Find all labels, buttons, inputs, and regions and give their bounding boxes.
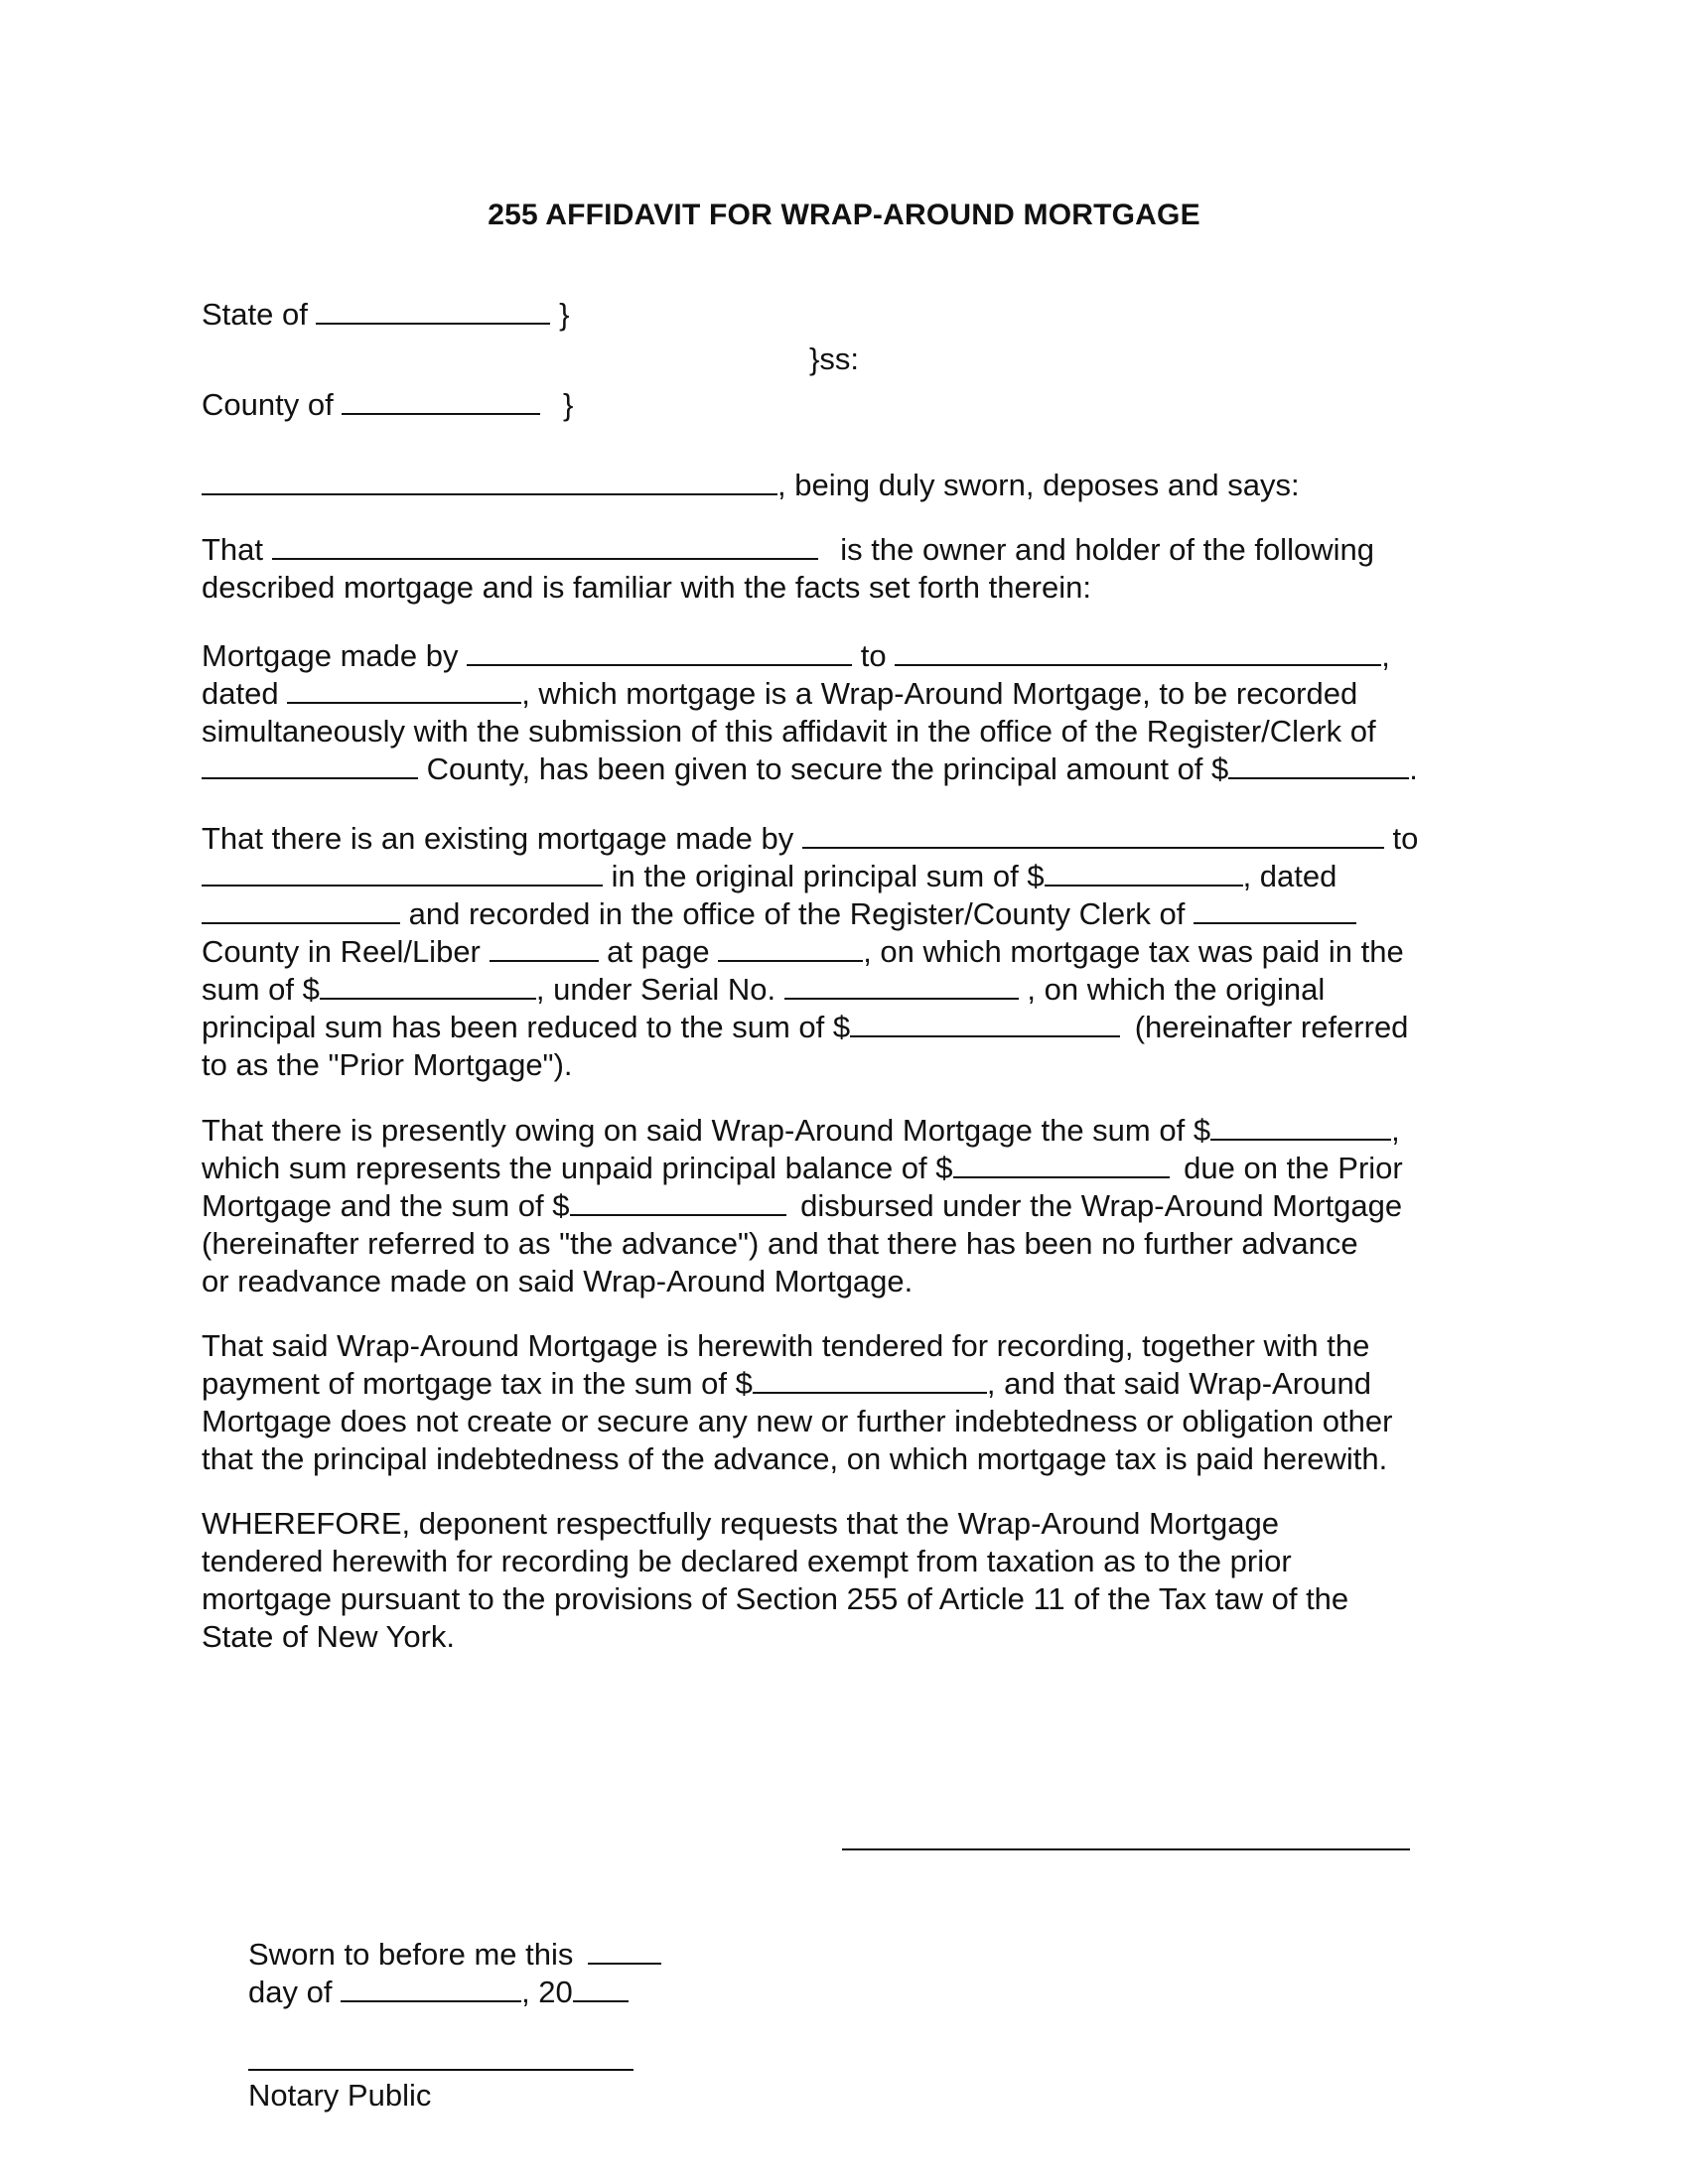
p4-text: , <box>1391 1113 1400 1148</box>
p4-line-5: or readvance made on said Wrap-Around Mortgage. <box>202 1264 914 1298</box>
p3-text: (hereinafter referred <box>1134 1010 1409 1044</box>
jurat-text: , 20 <box>521 1975 573 2009</box>
paragraph-mortgage-made <box>202 637 1492 788</box>
p3-text: in the original principal sum of $ <box>611 859 1045 893</box>
jurat-year-blank[interactable] <box>573 1975 629 2002</box>
p3-text: and recorded in the office of the Register/County Clerk of <box>408 896 1186 931</box>
p2-line-4 <box>202 751 1492 788</box>
jurat-line-1 <box>248 1936 661 1974</box>
p1-line-2: described mortgage and is familiar with the facts set forth therein: <box>202 570 1091 605</box>
state-brace: } <box>559 297 570 332</box>
p2-text: , which mortgage is a Wrap-Around Mortgage, to be recorded <box>521 676 1358 711</box>
p4-text: That there is presently owing on said Wrap-Around Mortgage the sum of $ <box>202 1113 1211 1148</box>
mortgagor-blank[interactable] <box>467 638 852 666</box>
p2-text: County, has been given to secure the principal amount of $ <box>426 751 1229 786</box>
state-label: State of <box>202 297 308 332</box>
paragraph-wherefore <box>202 1505 1492 1656</box>
p3-text: County in Reel/Liber <box>202 934 481 969</box>
p3-text: , on which the original <box>1027 972 1326 1007</box>
p4-text: which sum represents the unpaid principal balance of $ <box>202 1151 953 1185</box>
deponent-line <box>202 467 1300 504</box>
paragraph-presently-owing <box>202 1112 1492 1300</box>
p4-text: disbursed under the Wrap-Around Mortgage <box>800 1188 1403 1223</box>
existing-date-blank[interactable] <box>202 896 400 924</box>
p3-text: , on which mortgage tax was paid in the <box>863 934 1404 969</box>
paragraph-tendered <box>202 1327 1492 1478</box>
p3-line-4 <box>202 933 1492 971</box>
p3-text: at page <box>607 934 710 969</box>
p2-line-3: simultaneously with the submission of this affidavit in the office of the Register/Clerk of <box>202 714 1376 749</box>
p2-line-1 <box>202 637 1492 675</box>
reduced-sum-blank[interactable] <box>850 1010 1120 1037</box>
p4-line-3 <box>202 1187 1492 1225</box>
p3-text: principal sum has been reduced to the sum of $ <box>202 1010 851 1044</box>
p3-text: , under Serial No. <box>535 972 776 1007</box>
state-blank[interactable] <box>316 297 550 325</box>
p2-line-2 <box>202 675 1492 713</box>
p3-line-6 <box>202 1009 1492 1046</box>
venue-county-line <box>202 386 573 424</box>
venue-state-line <box>202 296 569 334</box>
p5-line-4: that the principal indebtedness of the advance, on which mortgage tax is paid herewith. <box>202 1441 1388 1476</box>
unpaid-balance-blank[interactable] <box>953 1151 1170 1178</box>
p4-text: Mortgage and the sum of $ <box>202 1188 570 1223</box>
p4-line-2 <box>202 1150 1492 1187</box>
p1-text: That <box>202 532 264 567</box>
mortgage-tax-blank[interactable] <box>753 1366 987 1394</box>
p4-line-4: (hereinafter referred to as "the advance") and that there has been no further advance <box>202 1226 1358 1261</box>
p5-line-2 <box>202 1365 1492 1403</box>
deponent-signature-line[interactable] <box>842 1848 1410 1850</box>
clerk-county-blank[interactable] <box>1194 896 1356 924</box>
paragraph-owner <box>202 531 1492 607</box>
existing-mortgagor-blank[interactable] <box>802 821 1384 849</box>
principal-amount-blank[interactable] <box>1228 751 1409 779</box>
page-blank[interactable] <box>718 934 863 962</box>
recording-county-blank[interactable] <box>202 751 418 779</box>
jurat-line-2 <box>248 1974 629 2011</box>
original-sum-blank[interactable] <box>1045 859 1243 887</box>
p5-line-1: That said Wrap-Around Mortgage is herewith tendered for recording, together with the <box>202 1328 1370 1363</box>
p6-line-1: WHEREFORE, deponent respectfully requests that the Wrap-Around Mortgage <box>202 1506 1279 1541</box>
p1-line-1 <box>202 531 1492 569</box>
serial-number-blank[interactable] <box>784 972 1019 1000</box>
p6-line-4: State of New York. <box>202 1619 456 1654</box>
deponent-name-blank[interactable] <box>202 468 777 495</box>
p5-text: , and that said Wrap-Around <box>986 1366 1372 1401</box>
p3-line-7: to as the "Prior Mortgage"). <box>202 1047 573 1082</box>
p5-line-3: Mortgage does not create or secure any new or further indebtedness or obligation other <box>202 1404 1393 1438</box>
jurat-month-blank[interactable] <box>341 1975 521 2002</box>
p4-line-1 <box>202 1112 1492 1150</box>
jurat-day-blank[interactable] <box>588 1937 661 1965</box>
tax-paid-blank[interactable] <box>320 972 536 1000</box>
p5-text: payment of mortgage tax in the sum of $ <box>202 1366 753 1401</box>
deponent-text: , being duly sworn, deposes and says: <box>777 468 1300 502</box>
county-blank[interactable] <box>342 387 540 415</box>
venue-ss: }ss: <box>809 341 859 376</box>
p2-text: dated <box>202 676 279 711</box>
disbursed-sum-blank[interactable] <box>570 1188 786 1216</box>
p6-line-3: mortgage pursuant to the provisions of Section 255 of Article 11 of the Tax taw of the <box>202 1581 1349 1616</box>
mortgage-date-blank[interactable] <box>287 676 521 704</box>
p1-text: is the owner and holder of the following <box>840 532 1374 567</box>
owner-blank[interactable] <box>272 532 818 560</box>
existing-mortgagee-blank[interactable] <box>202 859 603 887</box>
county-label: County of <box>202 387 334 422</box>
document-title: 255 AFFIDAVIT FOR WRAP-AROUND MORTGAGE <box>488 199 1200 231</box>
p3-line-1 <box>202 820 1492 858</box>
p2-text: . <box>1409 751 1418 786</box>
p3-text: That there is an existing mortgage made by <box>202 821 794 856</box>
p2-text: , <box>1381 638 1390 673</box>
p3-text: to <box>1392 821 1419 856</box>
reel-liber-blank[interactable] <box>490 934 599 962</box>
notary-signature-line[interactable] <box>248 2069 633 2071</box>
jurat-text: Sworn to before me this <box>248 1937 574 1972</box>
p2-text: to <box>860 638 887 673</box>
p6-line-2: tendered herewith for recording be declared exempt from taxation as to the prior <box>202 1544 1292 1578</box>
p4-text: due on the Prior <box>1184 1151 1403 1185</box>
p3-line-3 <box>202 895 1492 933</box>
p3-line-5 <box>202 971 1492 1009</box>
owing-sum-blank[interactable] <box>1210 1113 1391 1141</box>
paragraph-existing-mortgage <box>202 820 1492 1084</box>
county-brace: } <box>562 387 574 422</box>
notary-public-label: Notary Public <box>248 2078 432 2113</box>
jurat-text: day of <box>248 1975 333 2009</box>
p3-line-2 <box>202 858 1492 895</box>
p3-text: sum of $ <box>202 972 320 1007</box>
mortgagee-blank[interactable] <box>895 638 1381 666</box>
p2-text: Mortgage made by <box>202 638 459 673</box>
p3-text: , dated <box>1242 859 1337 893</box>
